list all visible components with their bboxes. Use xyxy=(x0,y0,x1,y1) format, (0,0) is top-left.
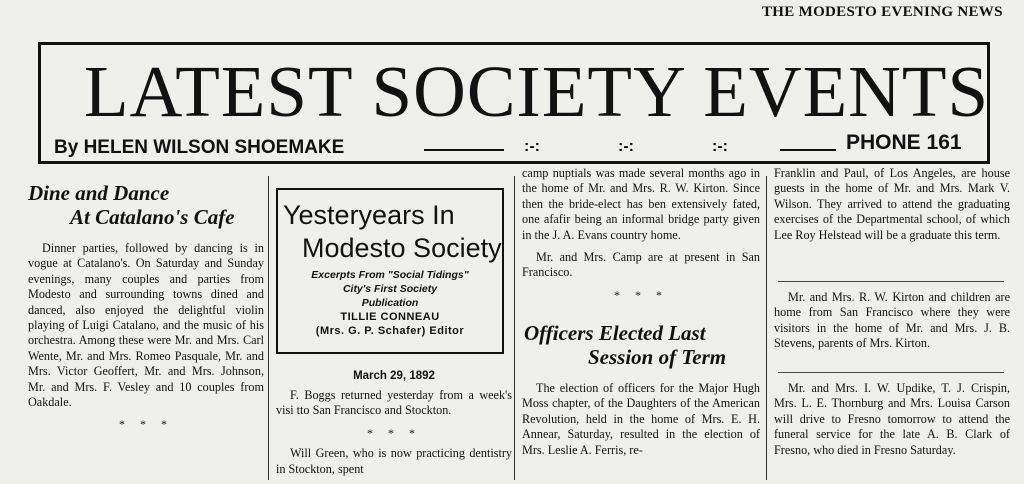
yesteryears-editor: TILLIE CONNEAU xyxy=(340,311,440,323)
col4-article xyxy=(774,166,1010,250)
col3-article xyxy=(522,166,760,308)
column-rule-1 xyxy=(268,176,269,480)
col4-article-2 xyxy=(774,290,1010,359)
col4-article-3 xyxy=(774,381,1010,465)
banner-dots-3: :-: xyxy=(712,138,728,155)
yesteryears-title-1: Yesteryears In xyxy=(283,200,455,230)
byline-rule xyxy=(424,149,504,151)
col1-headline-2: At Catalano's Cafe xyxy=(70,205,235,229)
byline: By HELEN WILSON SHOEMAKE xyxy=(54,137,345,158)
col2-article xyxy=(276,388,512,484)
col3-stars: * * * xyxy=(614,287,668,302)
yesteryears-editor-2: (Mrs. G. P. Schafer) Editor xyxy=(315,325,465,337)
phone-number: PHONE 161 xyxy=(846,131,962,154)
banner-dots-1: :-: xyxy=(524,138,540,155)
col3-article-2 xyxy=(522,381,760,465)
col4-divider-1 xyxy=(778,281,1004,282)
yesteryears-sub-1: Excerpts From "Social Tidings" xyxy=(311,269,469,281)
col2-date: March 29, 1892 xyxy=(353,370,435,382)
banner-title: LATEST SOCIETY EVENTS xyxy=(84,51,990,132)
yesteryears-sub-3: Publication xyxy=(361,297,419,309)
col3-paragraph-2: Mr. and Mrs. Camp are at present in San Francisco. xyxy=(522,250,760,280)
col3-paragraph-1: camp nuptials was made several months ago in the home of Mr. and Mrs. R. W. Kirton. Since then the bride-elect has ben extensively fated, one afafir being an informal bridge party given in the J. A. Evans country home. xyxy=(522,166,760,242)
col1-article xyxy=(28,241,264,438)
col2-stars: * * * xyxy=(367,425,421,440)
masthead: THE MODESTO EVENING NEWS xyxy=(762,4,1003,20)
col3-paragraph-3: The election of officers for the Major Hugh Moss chapter, of the Daughters of the American Revolution, held in the home of Mrs. E. H. Annear, Saturday, resulted in the election of Mrs. Leslie A. Ferris, re- xyxy=(522,381,760,457)
col4-paragraph-2: Mr. and Mrs. R. W. Kirton and children are home from San Francisco where they were visitors in the home of Mr. and Mrs. J. B. Stevens, parents of Mrs. Kirton. xyxy=(774,290,1010,351)
yesteryears-sub-2: City's First Society xyxy=(342,283,438,295)
col2-paragraph-1: F. Boggs returned yesterday from a week's visi tto San Francisco and Stockton. xyxy=(276,388,512,418)
col1-stars: * * * xyxy=(119,417,173,432)
col3-headline-2: Session of Term xyxy=(588,345,727,369)
yesteryears-title-2: Modesto Society xyxy=(302,233,502,263)
col2-paragraph-2: Will Green, who is now practicing dentistry in Stockton, spent xyxy=(276,446,512,476)
col1-headline-1: Dine and Dance xyxy=(28,181,170,205)
banner-dots-2: :-: xyxy=(618,138,634,155)
col3-headline-1: Officers Elected Last xyxy=(524,321,706,345)
yesteryears-subtitle xyxy=(280,268,500,338)
column-rule-2 xyxy=(514,176,515,480)
phone-rule xyxy=(780,149,836,151)
column-rule-3 xyxy=(766,176,767,480)
col4-paragraph-1: Franklin and Paul, of Los Angeles, are house guests in the home of Mr. and Mrs. Mark V. Wilson. They arrived to attend the graduating exercises of the Departmental school, of which Lee Roy Helstead will be a graduate this term. xyxy=(774,166,1010,242)
col4-divider-2 xyxy=(778,372,1004,373)
col1-paragraph: Dinner parties, followed by dancing is in vogue at Catalano's. On Saturday and Sunday evenings, many couples and parties from Modesto and surrounding towns dined and danced, also enjoyed the delightful violin playing of Luigi Catalano, and the music of his orchestra. Among these were Mr. and Mrs. Carl Wente, Mr. and Mrs. Romeo Pasquale, Mr. and Mrs. Victor Geoffert, Mr. and Mrs. Johnson, Mr. and Mrs. F. Vesley and 10 couples from Oakdale. xyxy=(28,241,264,410)
col4-paragraph-3: Mr. and Mrs. I. W. Updike, T. J. Crispin, Mrs. L. E. Thornburg and Mrs. Louisa Carson will drive to Fresno tomorrow to attend the funeral service for the late A. B. Clark of Fresno, who died in Fresno Saturday. xyxy=(774,381,1010,457)
